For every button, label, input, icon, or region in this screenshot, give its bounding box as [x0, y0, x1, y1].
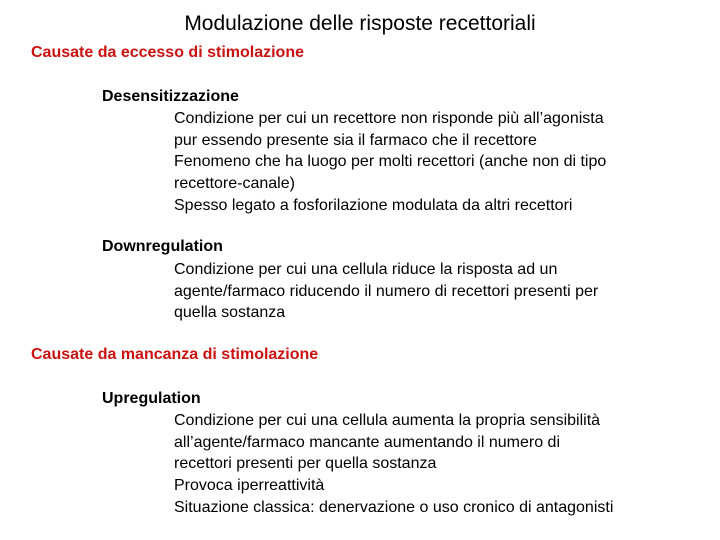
text-line: quella sostanza — [174, 304, 286, 322]
upregulation-description — [174, 410, 613, 519]
term-upregulation: Upregulation — [102, 390, 201, 407]
text-line: all’agente/farmaco mancante aumentando il numero di — [174, 433, 561, 451]
text-line: Condizione per cui un recettore non risponde più all’agonista — [174, 110, 604, 127]
term-downregulation: Downregulation — [102, 238, 223, 255]
text-line: pur essendo presente sia il farmaco che il recettore — [174, 131, 537, 149]
section-heading-lack: Causate da mancanza di stimolazione — [31, 346, 319, 363]
text-line: agente/farmaco riducendo il numero di recettori presenti per — [174, 282, 599, 300]
downregulation-description — [174, 259, 598, 324]
desensitization-description — [174, 108, 606, 217]
slide-title: Modulazione delle risposte recettoriali — [184, 12, 536, 35]
text-line: Situazione classica: denervazione o uso cronico di antagonisti — [174, 498, 614, 516]
term-desensitization: Desensitizzazione — [102, 88, 239, 105]
text-line: Provoca iperreattività — [174, 477, 325, 495]
text-line: recettori presenti per quella sostanza — [174, 455, 437, 473]
text-line: recettore-canale) — [174, 175, 295, 193]
text-line: Condizione per cui una cellula riduce la risposta ad un — [174, 261, 558, 278]
section-heading-excess: Causate da eccesso di stimolazione — [31, 44, 304, 61]
text-line: Condizione per cui una cellula aumenta la propria sensibilità — [174, 412, 601, 429]
text-line: Spesso legato a fosforilazione modulata da altri recettori — [174, 196, 573, 214]
text-line: Fenomeno che ha luogo per molti recettori (anche non di tipo — [174, 153, 607, 171]
